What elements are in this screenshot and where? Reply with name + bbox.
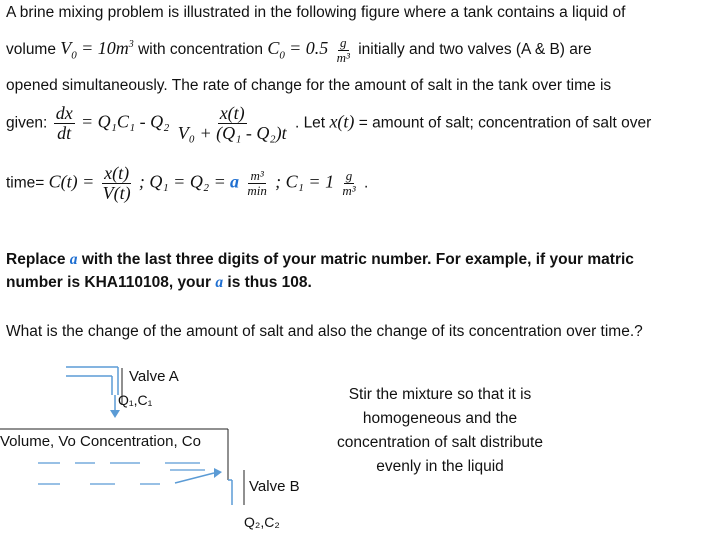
period: . [364, 174, 369, 192]
concentration-fraction: $\frac{x(t)}{V(t)}$ [102, 163, 131, 203]
c1-unit: $\frac{g}{\text{m³}}$ [342, 168, 356, 198]
volume-word: volume [6, 41, 56, 59]
question-text: What is the change of the amount of salt and also the change of its concentration over time.? [6, 323, 643, 340]
valve-a-label: Valve A [129, 368, 179, 385]
q1-c1-label: Q₁,C₁ [118, 392, 153, 408]
c0-symbol: $C_0$ [267, 38, 285, 62]
stir-arrowhead [214, 468, 222, 478]
with-concentration: with concentration [138, 41, 263, 59]
replace-instruction: Replace a with the last three digits of your matric number. For example, if your matric number is KHA110108, your a is thus 108. [6, 251, 634, 291]
amount-salt-text: = amount of salt; concentration of salt over [358, 114, 652, 132]
given-word: given: [6, 114, 48, 132]
flow-rates: ; Q₁ = Q₂ = [138, 171, 226, 192]
valve-b-label: Valve B [249, 478, 300, 495]
v0-value: = $10m^3$ [81, 38, 134, 59]
problem-line-1: A brine mixing problem is illustrated in the following figure where a tank contains a liquid of [6, 4, 626, 21]
a-variable: a [230, 171, 240, 192]
xt-symbol: x(t) [329, 111, 355, 132]
q2-c2-label: Q₂,C₂ [244, 514, 280, 530]
v0-symbol: $V_0$ [60, 38, 77, 62]
time-word: time= [6, 174, 45, 192]
a-highlight-2: a [215, 274, 224, 291]
tank-label: Volume, Vo Concentration, Co [0, 433, 201, 450]
stir-arrow [175, 473, 214, 483]
c0-unit: $\frac{g}{\text{m³}}$ [336, 35, 350, 65]
stir-note: Stir the mixture so that it is homogeneous and the concentration of salt distribute evenly in the liquid [337, 386, 543, 475]
flow-unit: $\frac{\text{m³}}{\min}$ [247, 168, 267, 198]
let-word: . Let [294, 114, 326, 132]
ct-symbol: C(t) = [48, 171, 95, 192]
outflow-fraction: $\frac{x(t)}{\text{V₀ + (Q₁ - Q₂)t}}$ [177, 103, 287, 143]
c0-value: = 0.5 [289, 38, 329, 59]
problem-line-3: opened simultaneously. The rate of change for the amount of salt in the tank over time is [6, 77, 612, 94]
liquid-surface [38, 463, 205, 484]
rate-equation: = Q₁C₁ - Q₂ [81, 111, 170, 132]
a-highlight-1: a [69, 251, 78, 268]
inflow-arrowhead [110, 410, 120, 418]
c1-value: ; C₁ = 1 [275, 171, 335, 192]
initially-text: initially and two valves (A & B) are [358, 41, 592, 59]
dx-dt-fraction: $\frac{dx}{dt}$ [55, 103, 73, 143]
